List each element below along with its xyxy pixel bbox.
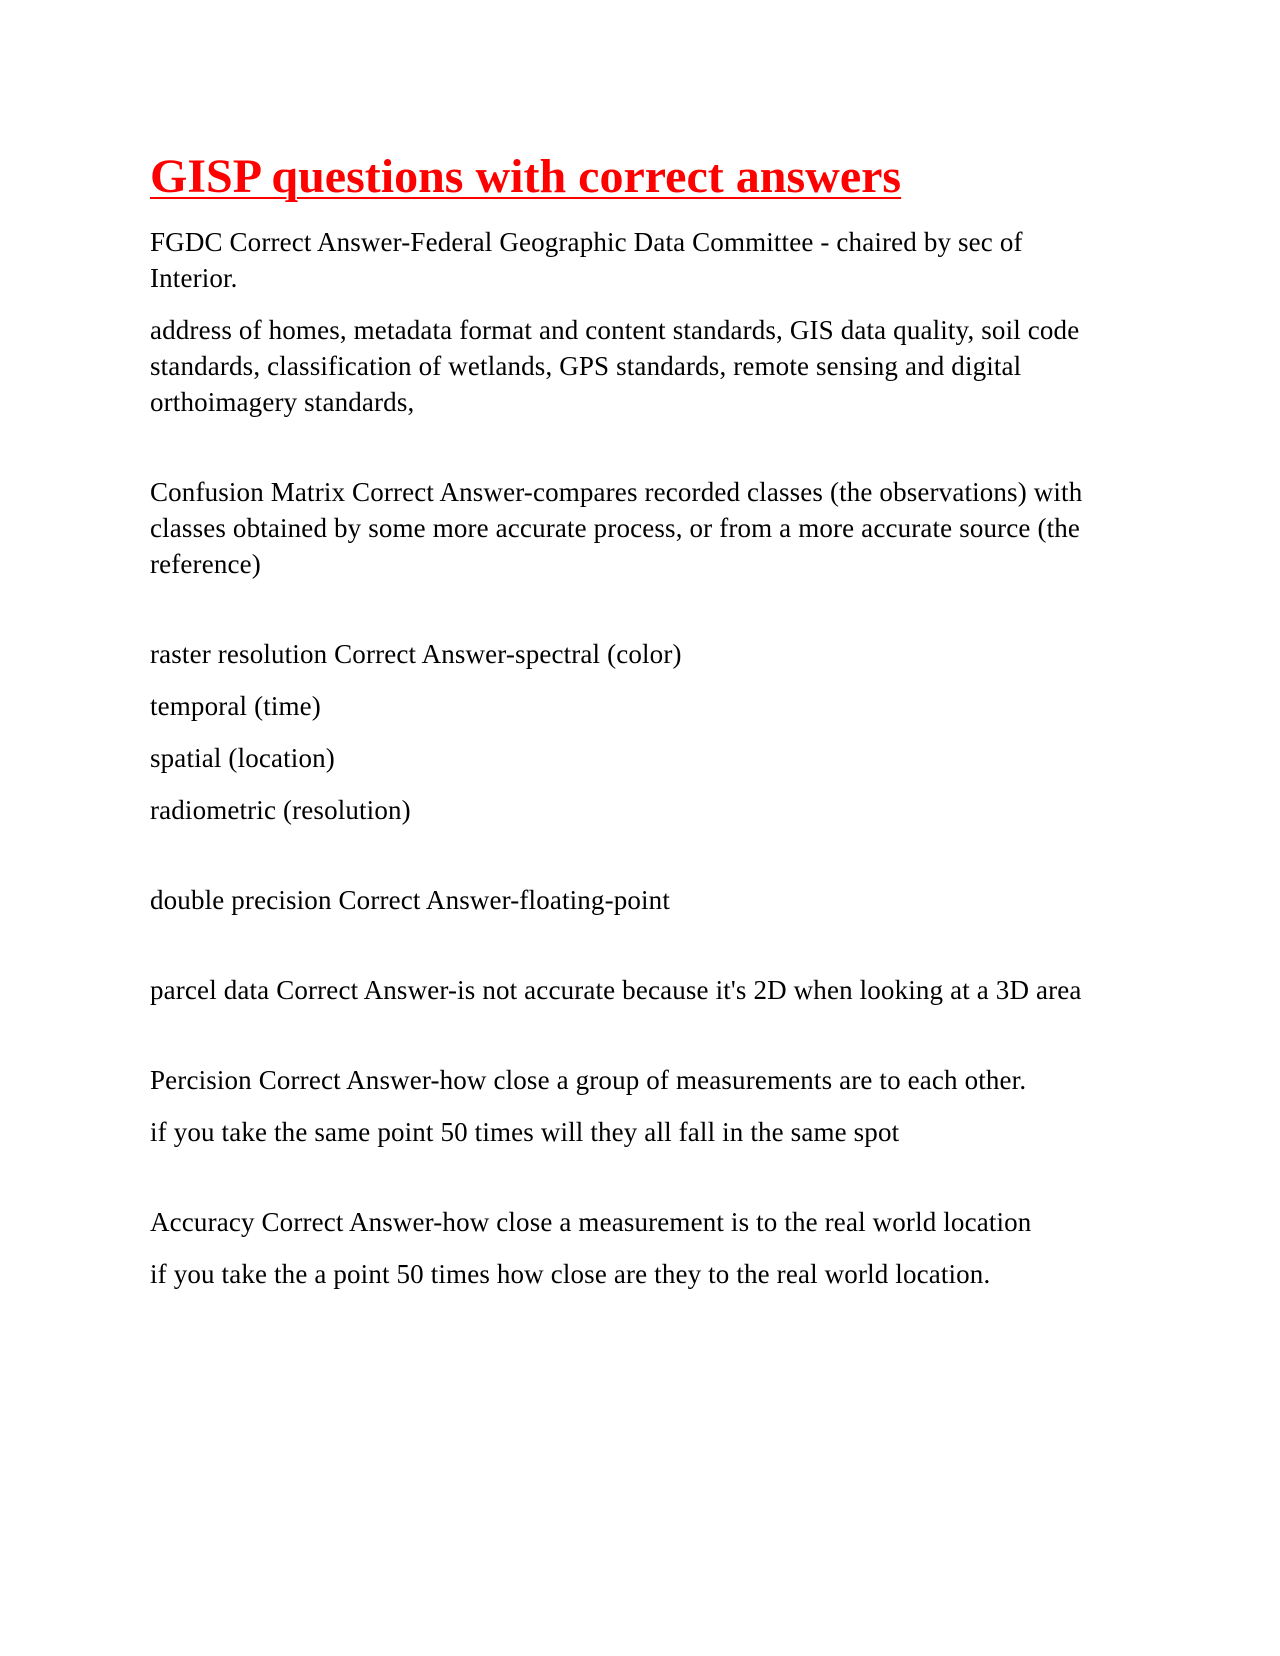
paragraph-spatial: spatial (location) xyxy=(150,742,335,773)
document-page xyxy=(150,148,1110,1308)
paragraph-accuracy-example: if you take the a point 50 times how close are they to the real world location. xyxy=(150,1258,991,1289)
paragraph-parcel-data: parcel data Correct Answer-is not accurate because it's 2D when looking at a 3D area xyxy=(150,974,1082,1005)
paragraph-temporal: temporal (time) xyxy=(150,690,321,721)
paragraph-precision: Percision Correct Answer-how close a group of measurements are to each other. xyxy=(150,1064,1027,1095)
paragraph-raster-resolution: raster resolution Correct Answer-spectral (color) xyxy=(150,638,682,669)
paragraph-fgdc-standards: address of homes, metadata format and content standards, GIS data quality, soil code standards, classification of wetlands, GPS standards, remote sensing and digital orthoimagery standards, xyxy=(150,314,1080,417)
paragraph-confusion-matrix: Confusion Matrix Correct Answer-compares recorded classes (the observations) with classes obtained by some more accurate process, or from a more accurate source (the reference) xyxy=(150,476,1083,579)
paragraph-precision-example: if you take the same point 50 times will they all fall in the same spot xyxy=(150,1116,900,1147)
paragraph-double-precision: double precision Correct Answer-floating-point xyxy=(150,884,670,915)
paragraph-radiometric: radiometric (resolution) xyxy=(150,794,411,825)
paragraph-fgdc: FGDC Correct Answer-Federal Geographic Data Committee - chaired by sec of Interior. xyxy=(150,226,1023,293)
paragraph-accuracy: Accuracy Correct Answer-how close a measurement is to the real world location xyxy=(150,1206,1032,1237)
document-title: GISP questions with correct answers xyxy=(150,150,902,203)
